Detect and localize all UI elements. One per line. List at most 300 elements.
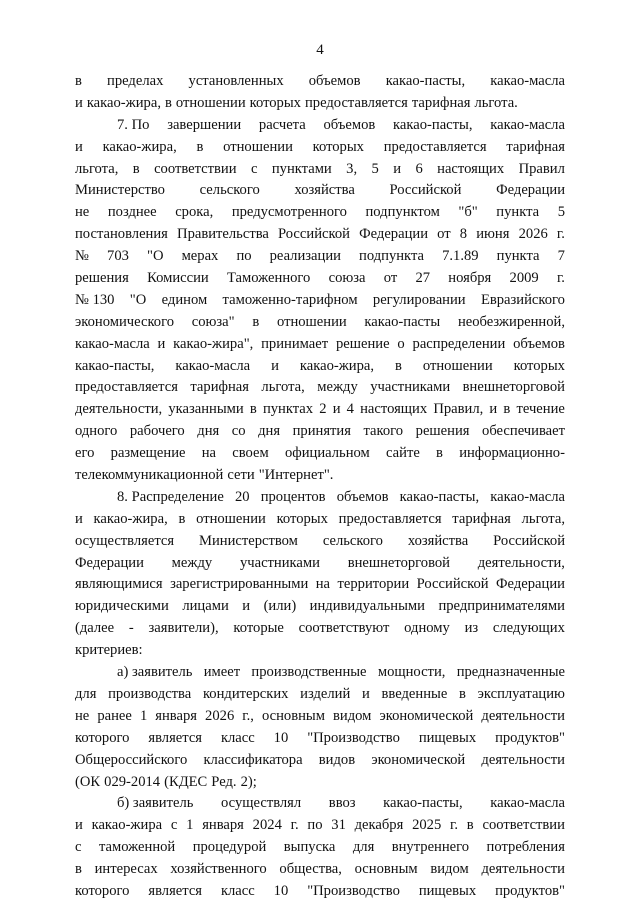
- word: сельского: [322, 532, 383, 549]
- word: объемов: [323, 116, 376, 133]
- word: с: [170, 817, 178, 834]
- word: деятельности: [481, 707, 565, 724]
- word: принятия: [292, 423, 351, 440]
- word: Министерством: [198, 532, 298, 549]
- text-line: [75, 640, 565, 662]
- word: из: [464, 620, 479, 637]
- word: какао-масла: [490, 795, 565, 812]
- text-line: [75, 71, 565, 93]
- word: Правил: [518, 160, 565, 177]
- word: 029-2014: [104, 773, 161, 790]
- word: объемов: [513, 335, 565, 352]
- word: размещение: [110, 445, 186, 462]
- word: настоящих: [360, 401, 428, 418]
- word: "Производство: [307, 729, 400, 746]
- word: "б": [458, 204, 478, 221]
- text-line: [75, 509, 565, 531]
- word: Таможенного: [226, 270, 311, 287]
- word: хозяйственного: [170, 861, 267, 878]
- word: таможенно-тарифном: [222, 291, 358, 308]
- text-line: [75, 859, 565, 881]
- word: юридическими: [75, 598, 169, 615]
- word: заявители),: [148, 620, 219, 637]
- text-line: [75, 465, 565, 487]
- word: на: [201, 445, 217, 462]
- word: января: [155, 707, 197, 724]
- word: "О: [146, 248, 164, 265]
- text-line: [75, 202, 565, 224]
- word: б) заявитель: [117, 795, 194, 812]
- word: информационно-: [459, 445, 565, 462]
- word: 20: [234, 488, 250, 505]
- word: и: [242, 598, 251, 615]
- word: какао-масла: [490, 116, 565, 133]
- word: которого: [75, 729, 130, 746]
- word: 2);: [240, 773, 257, 790]
- word: Российской: [493, 532, 565, 549]
- word: в: [164, 94, 172, 111]
- word: 703: [107, 248, 129, 265]
- text-line: [75, 618, 565, 640]
- word: сельского: [199, 182, 260, 199]
- word: тарифная: [411, 94, 471, 111]
- word: производства: [108, 685, 192, 702]
- word: реализации: [269, 248, 341, 265]
- word: Комиссии: [147, 270, 209, 287]
- word: Федерации: [75, 554, 144, 571]
- word: видов: [318, 751, 356, 768]
- word: 1: [186, 817, 194, 834]
- word: отношении: [196, 510, 266, 527]
- word: мерах: [181, 248, 219, 265]
- word: видом: [333, 707, 372, 724]
- word: его: [75, 445, 95, 462]
- word: 2024: [252, 817, 282, 834]
- word: пределах: [107, 73, 164, 89]
- word: "Интернет".: [258, 467, 334, 484]
- word: Правительства: [177, 226, 269, 243]
- text-line: [75, 531, 565, 553]
- word: течение: [516, 401, 565, 418]
- word: "О: [129, 291, 147, 308]
- word: изделий: [300, 685, 351, 702]
- word: необезжиренной,: [457, 313, 565, 330]
- word: в: [196, 138, 204, 155]
- word: территории: [337, 576, 410, 593]
- word: №: [75, 248, 89, 265]
- word: и: [332, 401, 341, 418]
- word: какао-масла: [490, 488, 565, 505]
- word: 2: [319, 401, 327, 418]
- word: в: [395, 357, 402, 374]
- text-line: [75, 750, 565, 772]
- word: какао-масла: [490, 73, 565, 89]
- word: какао-пасты,: [75, 357, 155, 374]
- word: потребления: [486, 839, 565, 856]
- word: срока,: [175, 204, 214, 221]
- word: деятельности,: [477, 554, 565, 571]
- word: сети: [227, 467, 255, 484]
- word: отношении: [223, 138, 293, 155]
- word: 3,: [346, 160, 358, 177]
- word: а) заявитель: [117, 664, 193, 681]
- word: является: [148, 729, 203, 746]
- text-line: [75, 93, 565, 115]
- word: какао-жира,: [93, 510, 168, 527]
- word: которые: [233, 620, 284, 637]
- word: (далее: [75, 620, 115, 637]
- text-line: [75, 662, 565, 684]
- word: хозяйства: [407, 532, 469, 549]
- word: 10: [273, 729, 289, 746]
- word: какао-масла: [75, 335, 150, 352]
- text-line: [75, 312, 565, 334]
- word: являющимися: [75, 576, 163, 593]
- word: предпринимателями: [438, 598, 565, 615]
- word: для: [352, 839, 375, 856]
- word: июня: [476, 226, 510, 243]
- word: соответствии: [154, 160, 237, 177]
- word: 7. По: [117, 116, 150, 133]
- word: 7: [557, 248, 565, 265]
- word: едином: [161, 291, 208, 308]
- word: дня: [258, 423, 281, 440]
- text-line: [75, 334, 565, 356]
- word: пункта: [496, 248, 540, 265]
- word: экономической: [371, 751, 466, 768]
- word: не: [75, 204, 90, 221]
- word: Федерации: [496, 182, 565, 199]
- word: пищевых: [418, 729, 477, 746]
- word: экономического: [75, 313, 175, 330]
- word: постановления: [75, 226, 168, 243]
- word: предоставляется: [338, 510, 442, 527]
- word: и: [271, 357, 279, 374]
- word: какао-жира",: [173, 335, 254, 352]
- word: соответствии: [482, 817, 565, 834]
- word: распределении: [412, 335, 506, 352]
- word: какао-пасты,: [393, 116, 473, 133]
- word: официальном: [284, 445, 370, 462]
- word: участниками: [370, 379, 451, 396]
- word: по: [307, 817, 323, 834]
- word: тарифная: [452, 510, 511, 527]
- word: отношении: [276, 313, 347, 330]
- text-line: [75, 815, 565, 837]
- word: г.: [556, 270, 565, 287]
- word: г.: [556, 226, 565, 243]
- text-line: [75, 356, 565, 378]
- word: от: [383, 270, 398, 287]
- word: предусмотренного: [231, 204, 347, 221]
- word: 4: [346, 401, 354, 418]
- word: какао-масла: [175, 357, 251, 374]
- word: которых: [249, 94, 301, 111]
- word: продуктов": [495, 729, 565, 746]
- word: которых: [312, 138, 364, 155]
- word: индивидуальными: [309, 598, 425, 615]
- word: союза": [191, 313, 235, 330]
- word: обеспечивает: [482, 423, 565, 440]
- word: какао-пасты,: [399, 488, 480, 505]
- text-line: [75, 596, 565, 618]
- word: 8: [459, 226, 468, 243]
- word: с: [75, 839, 82, 856]
- text-line: [75, 421, 565, 443]
- word: с: [250, 160, 258, 177]
- word: 2026: [205, 707, 235, 724]
- word: Евразийского: [480, 291, 565, 308]
- word: в: [436, 445, 443, 462]
- word: 2009: [509, 270, 539, 287]
- text-line: [75, 553, 565, 575]
- word: пунктами: [271, 160, 332, 177]
- word: по: [236, 248, 252, 265]
- word: пунктах: [262, 401, 314, 418]
- text-line: [75, 487, 565, 509]
- word: принимает: [261, 335, 329, 352]
- word: ноября: [448, 270, 492, 287]
- text-line: [75, 706, 565, 728]
- word: в: [75, 73, 82, 89]
- word: на: [315, 576, 331, 593]
- word: рабочего: [129, 423, 185, 440]
- word: осуществляется: [75, 532, 175, 549]
- word: решения: [415, 423, 470, 440]
- word: декабря: [354, 817, 404, 834]
- word: Федерации: [359, 226, 428, 243]
- word: января: [202, 817, 244, 834]
- word: 6: [415, 160, 423, 177]
- word: в: [252, 313, 260, 330]
- word: Российской: [416, 576, 489, 593]
- word: льгота,: [261, 379, 305, 396]
- word: регулировании: [372, 291, 466, 308]
- word: объемов: [308, 73, 361, 89]
- word: предоставляется: [304, 94, 408, 111]
- word: объемов: [336, 488, 389, 505]
- word: выпуска: [283, 839, 336, 856]
- word: льгота.: [474, 94, 518, 111]
- word: пищевых: [418, 882, 477, 899]
- word: внешнеторговой: [347, 554, 450, 571]
- word: внутреннего: [391, 839, 470, 856]
- word: какао-жира,: [299, 357, 375, 374]
- word: какао-жира,: [86, 94, 161, 111]
- word: для: [75, 685, 97, 702]
- text-line: [75, 399, 565, 421]
- text-line: [75, 837, 565, 859]
- word: в: [466, 817, 474, 834]
- text-line: [75, 377, 565, 399]
- word: в: [178, 510, 186, 527]
- word: кондитерских: [202, 685, 289, 702]
- word: дня: [197, 423, 220, 440]
- text-line: [75, 443, 565, 465]
- word: льгота,: [521, 510, 565, 527]
- word: мощности,: [377, 664, 446, 681]
- word: № 130: [75, 291, 115, 308]
- word: ввоз: [328, 795, 356, 812]
- word: деятельности,: [75, 401, 163, 418]
- word: и: [75, 817, 83, 834]
- word: какао-пасты,: [383, 795, 463, 812]
- word: сайте: [386, 445, 420, 462]
- word: союза: [328, 270, 366, 287]
- word: такого: [363, 423, 404, 440]
- word: 10: [273, 882, 289, 899]
- word: хозяйства: [294, 182, 355, 199]
- word: процентов: [260, 488, 326, 505]
- word: решения: [75, 270, 129, 287]
- word: соответствуют: [298, 620, 390, 637]
- text-line: [75, 137, 565, 159]
- word: Правил,: [433, 401, 484, 418]
- word: 2026: [518, 226, 548, 243]
- word: ранее: [97, 707, 132, 724]
- text-line: [75, 268, 565, 290]
- word: (КДЕС: [164, 773, 208, 790]
- word: 7.1.89: [442, 248, 479, 265]
- word: завершении: [167, 116, 242, 133]
- word: своем: [232, 445, 269, 462]
- word: телекоммуникационной: [75, 467, 224, 484]
- word: участниками: [239, 554, 320, 571]
- word: о: [397, 335, 405, 352]
- word: которого: [75, 882, 130, 899]
- text-line: [75, 881, 565, 903]
- word: экономической: [379, 707, 474, 724]
- word: общества,: [279, 861, 342, 878]
- word: классификатора: [203, 751, 303, 768]
- word: Министерство: [75, 182, 165, 199]
- word: лицами: [182, 598, 229, 615]
- word: предназначенные: [456, 664, 565, 681]
- page-number: 4: [316, 42, 324, 58]
- word: зарегистрированными: [170, 576, 309, 593]
- word: г.,: [242, 707, 254, 724]
- word: продуктов": [495, 882, 565, 899]
- word: Российской: [278, 226, 350, 243]
- word: между: [171, 554, 213, 571]
- word: которых: [276, 510, 328, 527]
- word: со: [231, 423, 246, 440]
- word: основным: [354, 861, 418, 878]
- word: установленных: [188, 73, 284, 89]
- word: "Производство: [307, 882, 400, 899]
- text-line: [75, 224, 565, 246]
- word: позднее: [107, 204, 157, 221]
- word: и: [362, 685, 370, 702]
- word: основным: [261, 707, 325, 724]
- text-line: [75, 772, 565, 794]
- word: -: [128, 620, 134, 637]
- word: и: [393, 160, 402, 177]
- word: какао-жира: [91, 817, 163, 834]
- word: производственные: [251, 664, 367, 681]
- word: критериев:: [75, 642, 143, 659]
- word: 27: [415, 270, 431, 287]
- word: одного: [75, 423, 118, 440]
- word: указанными: [168, 401, 244, 418]
- word: (или): [263, 598, 297, 615]
- word: и: [489, 401, 498, 418]
- word: интересах: [94, 861, 158, 878]
- word: видом: [430, 861, 469, 878]
- word: следующих: [492, 620, 565, 637]
- word: подпунктом: [365, 204, 440, 221]
- word: Ред.: [211, 773, 237, 790]
- word: и: [75, 138, 83, 155]
- text-line: [75, 574, 565, 596]
- word: и: [75, 94, 83, 111]
- word: одному: [404, 620, 450, 637]
- word: Общероссийского: [75, 751, 188, 768]
- word: класс: [220, 729, 255, 746]
- word: г.: [450, 817, 459, 834]
- word: в: [75, 861, 82, 878]
- text-line: [75, 684, 565, 706]
- word: имеет: [203, 664, 241, 681]
- word: и: [157, 335, 166, 352]
- word: 5: [557, 204, 565, 221]
- word: не: [75, 707, 90, 724]
- text-line: [75, 246, 565, 268]
- word: в: [249, 401, 257, 418]
- text-line: [75, 793, 565, 815]
- word: какао-пасты,: [385, 73, 466, 89]
- word: класс: [220, 882, 255, 899]
- word: которых: [513, 357, 565, 374]
- word: в: [459, 685, 466, 702]
- word: предоставляется: [383, 138, 487, 155]
- text-line: [75, 728, 565, 750]
- word: от: [437, 226, 451, 243]
- word: отношении: [175, 94, 246, 111]
- word: таможенной: [98, 839, 176, 856]
- word: 2025: [412, 817, 442, 834]
- text-line: [75, 159, 565, 181]
- document-body: [75, 71, 565, 903]
- word: настоящих: [437, 160, 505, 177]
- word: тарифная: [190, 379, 249, 396]
- word: 8. Распределение: [117, 488, 224, 505]
- word: является: [148, 882, 203, 899]
- text-line: [75, 180, 565, 202]
- word: решение: [335, 335, 390, 352]
- word: и: [75, 510, 83, 527]
- text-line: [75, 115, 565, 137]
- word: между: [317, 379, 358, 396]
- word: осуществлял: [221, 795, 302, 812]
- word: льгота,: [75, 160, 119, 177]
- word: внешнеторговой: [462, 379, 565, 396]
- word: процедурой: [192, 839, 267, 856]
- word: предоставляется: [75, 379, 178, 396]
- word: введенные: [381, 685, 448, 702]
- word: подпункта: [359, 248, 424, 265]
- word: эксплуатацию: [477, 685, 565, 702]
- word: какао-жира,: [102, 138, 177, 155]
- word: (ОК: [75, 773, 101, 790]
- word: 1: [139, 707, 148, 724]
- word: г.: [290, 817, 299, 834]
- text-line: [75, 290, 565, 312]
- word: деятельности: [481, 861, 565, 878]
- word: 31: [331, 817, 346, 834]
- word: какао-пасты: [364, 313, 441, 330]
- word: в: [132, 160, 140, 177]
